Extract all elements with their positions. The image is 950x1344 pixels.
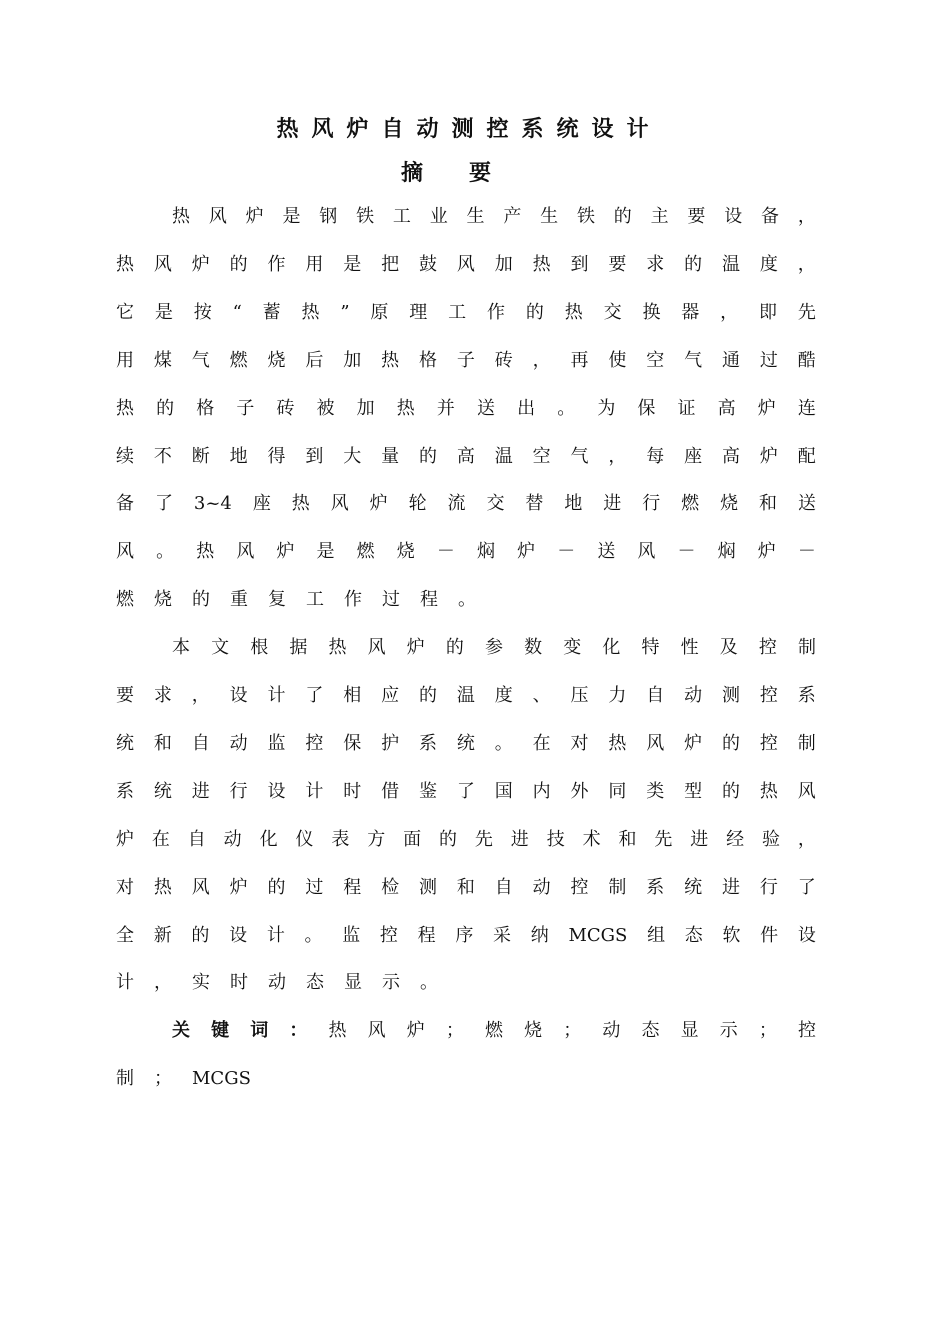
keywords-label: 词 (250, 1020, 269, 1042)
abstract-line: 系 统 进 行 设 计 时 借 鉴 了 国 内 外 同 类 型 的 热 风 (116, 780, 816, 802)
abstract-line: 对 热 风 炉 的 过 程 检 测 和 自 动 控 制 系 统 进 行 了 (116, 876, 816, 898)
abstract-line: 燃 烧 的 重 复 工 作 过 程 。 (116, 589, 476, 611)
abstract-line: 备 了 3~4 座 热 风 炉 轮 流 交 替 地 进 行 燃 烧 和 送 (116, 493, 816, 515)
abstract-line: 本 文 根 据 热 风 炉 的 参 数 变 化 特 性 及 控 制 (172, 637, 816, 659)
keywords-line: 关 键 词 ： 热 风 炉 ； 燃 烧 ； 动 态 显 示 ； 控 (172, 1016, 816, 1046)
abstract-line: 要 求 ， 设 计 了 相 应 的 温 度 、 压 力 自 动 测 控 系 (116, 685, 816, 706)
abstract-line: 计 ， 实 时 动 态 显 示 。 (116, 972, 438, 994)
abstract-line: 热 风 炉 是 钢 铁 工 业 生 产 生 铁 的 主 要 设 备 ， (172, 206, 816, 227)
keywords-label: ： (289, 1020, 308, 1042)
abstract-line: 热 的 格 子 砖 被 加 热 并 送 出 。 为 保 证 高 炉 连 (116, 397, 816, 419)
keywords-label: 键 (211, 1020, 230, 1042)
abstract-line: 全 新 的 设 计 。 监 控 程 序 采 纳 MCGS 组 态 软 件 设 (116, 924, 816, 946)
abstract-line: 热 风 炉 的 作 用 是 把 鼓 风 加 热 到 要 求 的 温 度 ， (116, 253, 816, 275)
abstract-line: 它 是 按 “ 蓄 热 ” 原 理 工 作 的 热 交 换 器 ， 即 先 (116, 301, 816, 323)
abstract-line: 续 不 断 地 得 到 大 量 的 高 温 空 气 ， 每 座 高 炉 配 (116, 445, 816, 467)
abstract-line: 风 。 热 风 炉 是 燃 烧 － 焖 炉 － 送 风 － 焖 炉 － (116, 541, 816, 563)
document-title: 热风炉自动测控系统设计 (276, 117, 662, 142)
keywords-label: 关 (172, 1020, 190, 1042)
keywords-line: 制 ； MCGS (116, 1068, 251, 1090)
abstract-line: 炉 在 自 动 化 仪 表 方 面 的 先 进 技 术 和 先 进 经 验 ， (116, 828, 816, 850)
abstract-line: 用 煤 气 燃 烧 后 加 热 格 子 砖 ， 再 使 空 气 通 过 酷 (116, 349, 816, 371)
abstract-heading: 摘要 (400, 161, 537, 186)
abstract-line: 统 和 自 动 监 控 保 护 系 统 。 在 对 热 风 炉 的 控 制 (116, 732, 816, 754)
